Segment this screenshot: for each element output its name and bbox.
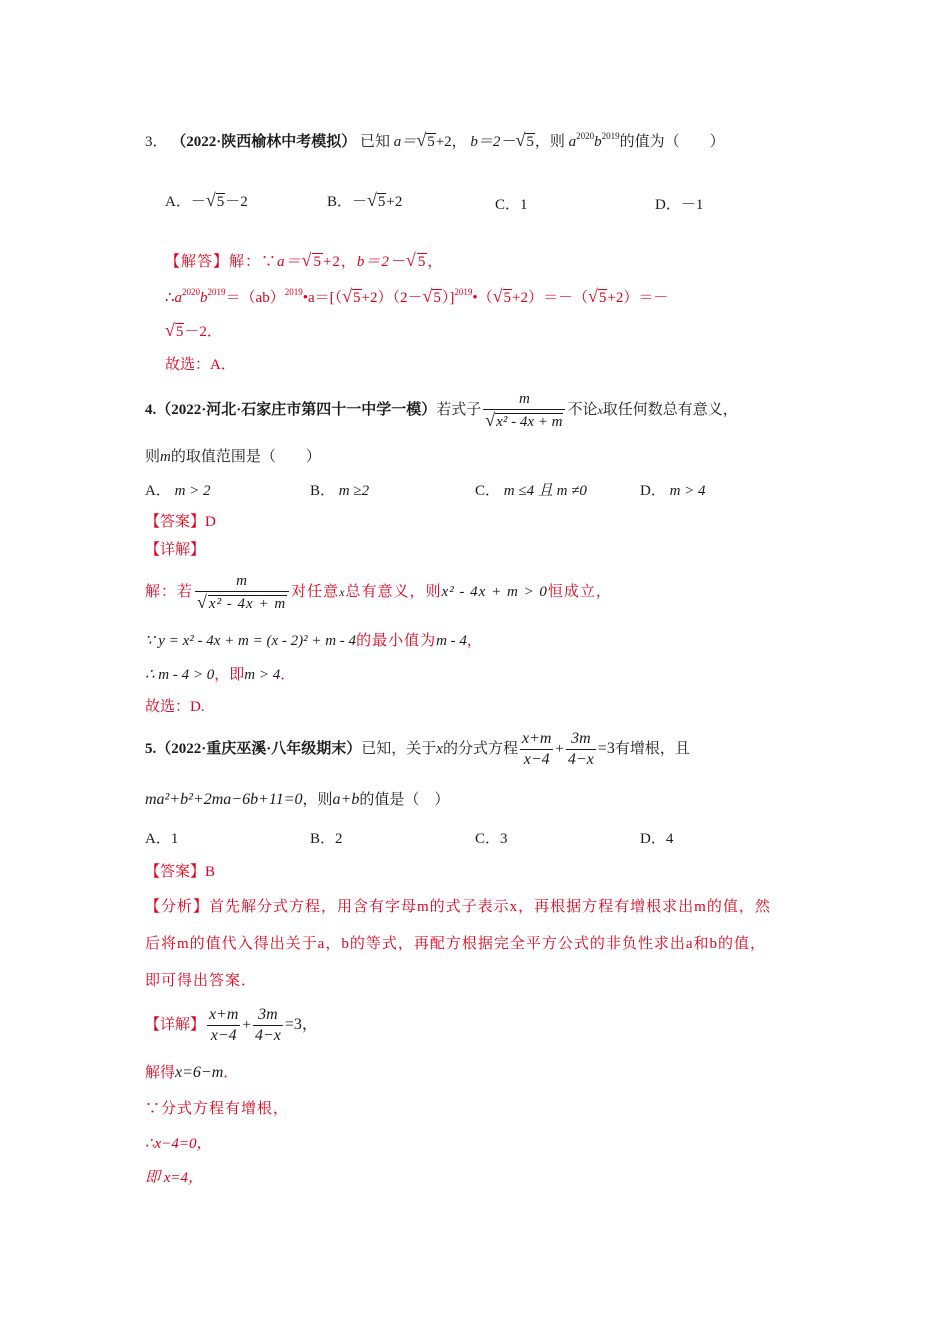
q5-analysis-line3: 即可得出答案． (145, 973, 258, 989)
q5-analysis-line2: 后将m的值代入得出关于a，b的等式，再配方根据完全平方公式的非负性求出a和b的值， (145, 936, 766, 952)
q3-answer-line1: 【解答】解：∵a＝√5+2，b＝2－√5， (165, 250, 444, 270)
sqrt-five: 5 (427, 134, 435, 150)
q5-answer: 【答案】B (145, 864, 216, 880)
q4-option-b[interactable]: B． m ≥2 (310, 483, 370, 499)
q4-number: 4. (145, 402, 157, 418)
q3-option-b[interactable]: B．－√5+2 (327, 190, 403, 210)
q3-answer-line2: $\therefore a^{2020}b^{2019}=(ab)^{2019}•a=[(√5+2)(2-√5)]^{2019}•(√5+2)=-(√5+2)=-$ (165, 286, 669, 306)
q5-detail-line: 【详解】 $\frac{x+m}{x-4}$ + $\frac{3m}{4-x}$ =3， (145, 1006, 318, 1045)
q4-detail-tag: 【详解】 (145, 542, 206, 558)
q3-option-d[interactable]: D．－1 (655, 197, 704, 213)
q5-solution-line4: 即 x=4， (145, 1170, 204, 1186)
q3-number: 3． (145, 134, 168, 150)
q5-option-d[interactable]: D．4 (640, 831, 674, 847)
q4-solution-line1: 解：若 $\frac{m}{\text{√x² - 4x + m}}$ 对任意x总有意义，则x² - 4x + m > 0恒成立， (145, 573, 612, 613)
q5-stem-line2: ma²+b²+2ma−6b+11=0，则a+b的值是（ ） (145, 791, 450, 808)
answer-tag: 【解答】 (165, 254, 230, 270)
q4-option-a[interactable]: A． m > 2 (145, 483, 211, 499)
q5-number: 5. (145, 741, 157, 757)
q4-option-c[interactable]: C． m ≤4 且 m ≠0 (475, 483, 587, 499)
q5-stem: 5.（2022·重庆巫溪·八年级期末）已知，关于x的分式方程 $\frac{x+m}{x-4}$ + $\frac{3m}{4-x}$ =3有增根，且 (145, 730, 690, 769)
q3-conclusion: 故选：A． (165, 357, 236, 373)
q5-option-a[interactable]: A．1 (145, 831, 179, 847)
q5-option-c[interactable]: C．3 (475, 831, 508, 847)
q4-solution-line3: ∴ m - 4 > 0，即m > 4． (145, 667, 296, 683)
q5-solution-line1: 解得x=6−m． (145, 1064, 239, 1081)
q3-option-a[interactable]: A．－√5－2 (165, 190, 248, 210)
q3-option-c[interactable]: C．1 (495, 197, 528, 213)
q4-source: （2022·河北·石家庄市第四十一中学一模） (156, 402, 437, 418)
q5-solution-line3: ∴x−4=0， (145, 1136, 212, 1152)
q4-stem: 4.（2022·河北·石家庄市第四十一中学一模）若式子 $\frac{m}{\text{√x² - 4x + m}}$ 不论x取任何数总有意义， (145, 391, 738, 431)
q4-fraction: $\frac{m}{\text{√x² - 4x + m}}$ (483, 389, 565, 432)
q4-conclusion: 故选：D. (145, 699, 205, 715)
q3-source: （2022·陕西榆林中考模拟） (171, 134, 357, 150)
q5-analysis-line1: 【分析】首先解分式方程，用含有字母m的式子表示x，再根据方程有增根求出m的值，然 (145, 899, 771, 915)
q5-solution-line2: ∵分式方程有增根， (145, 1101, 290, 1117)
q4-stem-line2: 则m的取值范围是（ ） (145, 449, 321, 465)
q5-option-b[interactable]: B．2 (310, 831, 343, 847)
q3-answer-line3: √5－2． (165, 320, 222, 340)
q4-answer: 【答案】D (145, 514, 216, 530)
q3-stem: 3． （2022·陕西榆林中考模拟） 已知 a＝√5+2， b＝2－√5，则 $a^{2020}b^{2019}$的值为（ ） (145, 130, 725, 150)
q5-source: （2022·重庆巫溪·八年级期末） (156, 741, 362, 757)
q4-solution-line2: ∵ y = x² - 4x + m = (x - 2)² + m - 4的最小值为m - 4， (145, 633, 482, 649)
q4-option-d[interactable]: D． m > 4 (640, 483, 706, 499)
